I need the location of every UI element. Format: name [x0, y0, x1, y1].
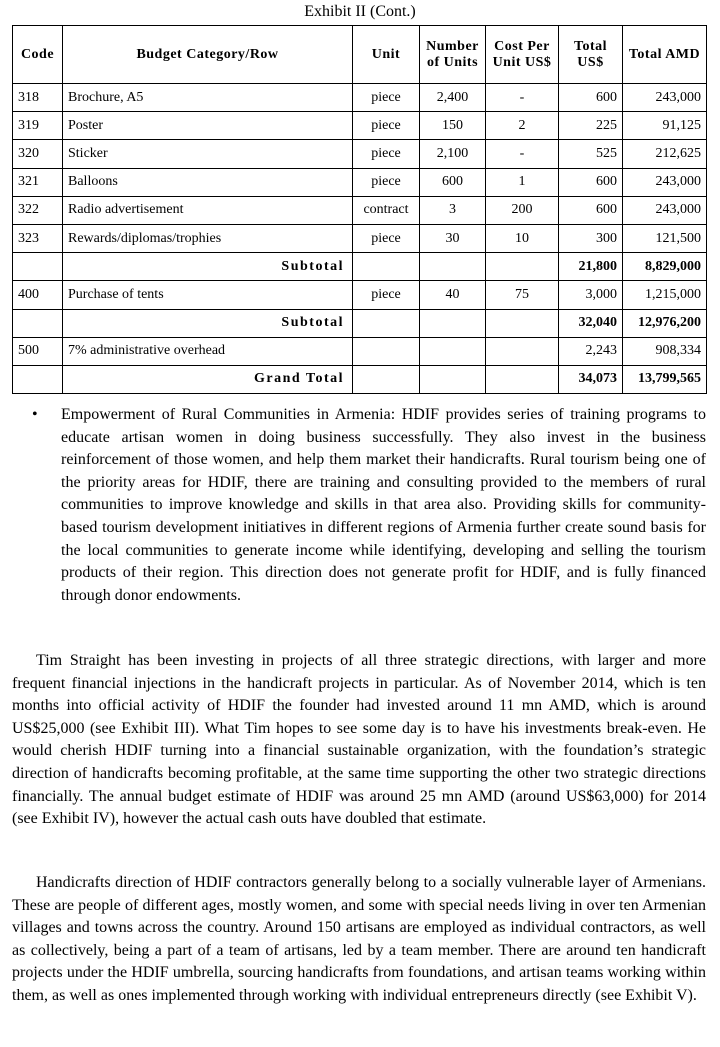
cell-code: 500 — [13, 337, 63, 365]
cell-num-units: 600 — [420, 168, 486, 196]
cell-num-units: 40 — [420, 281, 486, 309]
cell-num-units: 150 — [420, 112, 486, 140]
cell-total-usd: 21,800 — [559, 253, 623, 281]
cell-category: Sticker — [63, 140, 353, 168]
cell-category: Brochure, A5 — [63, 84, 353, 112]
cell-total-amd: 12,976,200 — [623, 309, 707, 337]
cell-unit: piece — [353, 224, 420, 252]
cell-unit — [353, 309, 420, 337]
cell-code — [13, 309, 63, 337]
bullet-dot: • — [32, 406, 38, 423]
exhibit-title: Exhibit II (Cont.) — [304, 3, 416, 20]
header-total-amd: Total AMD — [623, 26, 707, 84]
cell-total-usd: 600 — [559, 84, 623, 112]
cell-unit: piece — [353, 140, 420, 168]
cell-code: 322 — [13, 196, 63, 224]
bullet-item — [32, 404, 706, 607]
cell-cost-per-unit — [486, 253, 559, 281]
cell-total-usd: 34,073 — [559, 365, 623, 393]
cell-category: Subtotal — [63, 309, 353, 337]
cell-num-units: 2,100 — [420, 140, 486, 168]
header-unit: Unit — [353, 26, 420, 84]
cell-category: Balloons — [63, 168, 353, 196]
cell-cost-per-unit: - — [486, 140, 559, 168]
cell-cost-per-unit — [486, 309, 559, 337]
table-row — [13, 84, 707, 112]
cell-code: 323 — [13, 224, 63, 252]
cell-code — [13, 253, 63, 281]
cell-total-usd: 32,040 — [559, 309, 623, 337]
cell-cost-per-unit: 200 — [486, 196, 559, 224]
cell-category: Rewards/diplomas/trophies — [63, 224, 353, 252]
cell-code: 319 — [13, 112, 63, 140]
table-row — [13, 140, 707, 168]
table-row — [13, 281, 707, 309]
cell-cost-per-unit — [486, 365, 559, 393]
bullet-text: Empowerment of Rural Communities in Armenia: HDIF provides series of training programs to educate artisan women in doing business successfully. They also invest in the business reinforcement of those women, and help them market their handicrafts. Rural tourism being one of the priority areas for HDIF, there are training and consulting provided to the members of rural communities to improve knowledge and skills in that area also. Providing skills for community-based tourism development initiatives in different regions of Armenia further create sound basis for the local communities to generate income while identifying, developing and selling the tourism products of their region. This direction does not generate profit for HDIF, and is fully financed through donor endowments. — [61, 406, 706, 604]
cell-total-amd: 91,125 — [623, 112, 707, 140]
cell-unit: contract — [353, 196, 420, 224]
header-code: Code — [13, 26, 63, 84]
cell-code: 321 — [13, 168, 63, 196]
cell-total-amd: 243,000 — [623, 196, 707, 224]
cell-total-amd: 121,500 — [623, 224, 707, 252]
cell-total-amd: 8,829,000 — [623, 253, 707, 281]
cell-total-amd: 1,215,000 — [623, 281, 707, 309]
cell-total-amd: 908,334 — [623, 337, 707, 365]
cell-cost-per-unit: 2 — [486, 112, 559, 140]
cell-code — [13, 365, 63, 393]
budget-table — [12, 25, 707, 394]
cell-num-units — [420, 253, 486, 281]
table-row — [13, 112, 707, 140]
cell-total-amd: 13,799,565 — [623, 365, 707, 393]
cell-category: Subtotal — [63, 253, 353, 281]
cell-total-usd: 600 — [559, 196, 623, 224]
paragraph-text: Handicrafts direction of HDIF contractors generally belong to a socially vulnerable layer of Armenians. These are people of different ages, mostly women, and some with special needs living in over ten Armenian villages and towns across the country. Around 150 artisans are employed as individual contractors, as well as collectively, being a part of a team of artisans, led by a team member. There are around ten handicraft projects under the HDIF umbrella, sourcing handicrafts from foundations, and artisan teams working within them, as well as ones implemented through working with individual entrepreneurs directly (see Exhibit V). — [12, 874, 706, 1004]
cell-category: Poster — [63, 112, 353, 140]
cell-total-usd: 3,000 — [559, 281, 623, 309]
cell-cost-per-unit: 10 — [486, 224, 559, 252]
cell-total-usd: 300 — [559, 224, 623, 252]
table-summary-row — [13, 309, 707, 337]
cell-code: 320 — [13, 140, 63, 168]
cell-num-units: 30 — [420, 224, 486, 252]
cell-cost-per-unit: - — [486, 84, 559, 112]
paragraph-text: Tim Straight has been investing in projects of all three strategic directions, with larger and more frequent financial injections in the handicraft projects in particular. As of November 2014, which is ten months into official activity of HDIF the founder had invested around 11 mn AMD, which is around US$25,000 (see Exhibit III). What Tim hopes to see some day is to have his investments break-even. He would cherish HDIF turning into a financial sustainable organization, with the foundation’s strategic direction of handicrafts becoming profitable, at the same time supporting the other two strategic directions financially. The annual budget estimate of HDIF was around 25 mn AMD (around US$63,000) for 2014 (see Exhibit IV), however the actual cash outs have doubled that estimate. — [12, 652, 706, 828]
cell-unit — [353, 337, 420, 365]
header-cost-per-unit: Cost Per Unit US$ — [486, 26, 559, 84]
cell-unit: piece — [353, 168, 420, 196]
header-total-usd: Total US$ — [559, 26, 623, 84]
cell-total-amd: 243,000 — [623, 84, 707, 112]
cell-num-units: 3 — [420, 196, 486, 224]
cell-total-amd: 243,000 — [623, 168, 707, 196]
cell-unit — [353, 253, 420, 281]
cell-unit — [353, 365, 420, 393]
paragraph-investments — [12, 650, 706, 831]
cell-total-usd: 225 — [559, 112, 623, 140]
cell-total-amd: 212,625 — [623, 140, 707, 168]
cell-num-units: 2,400 — [420, 84, 486, 112]
cell-num-units — [420, 337, 486, 365]
cell-total-usd: 600 — [559, 168, 623, 196]
table-header-row — [13, 26, 707, 84]
table-row — [13, 168, 707, 196]
cell-code: 400 — [13, 281, 63, 309]
cell-cost-per-unit — [486, 337, 559, 365]
cell-num-units — [420, 309, 486, 337]
cell-unit: piece — [353, 112, 420, 140]
table-row — [13, 196, 707, 224]
cell-cost-per-unit: 75 — [486, 281, 559, 309]
cell-unit: piece — [353, 84, 420, 112]
cell-category: Radio advertisement — [63, 196, 353, 224]
cell-unit: piece — [353, 281, 420, 309]
cell-code: 318 — [13, 84, 63, 112]
table-row — [13, 337, 707, 365]
cell-category: Purchase of tents — [63, 281, 353, 309]
cell-total-usd: 525 — [559, 140, 623, 168]
table-row — [13, 224, 707, 252]
cell-num-units — [420, 365, 486, 393]
table-summary-row — [13, 253, 707, 281]
cell-total-usd: 2,243 — [559, 337, 623, 365]
cell-category: Grand Total — [63, 365, 353, 393]
header-category: Budget Category/Row — [63, 26, 353, 84]
cell-category: 7% administrative overhead — [63, 337, 353, 365]
cell-cost-per-unit: 1 — [486, 168, 559, 196]
table-summary-row — [13, 365, 707, 393]
header-num-units: Number of Units — [420, 26, 486, 84]
paragraph-contractors — [12, 872, 706, 1008]
